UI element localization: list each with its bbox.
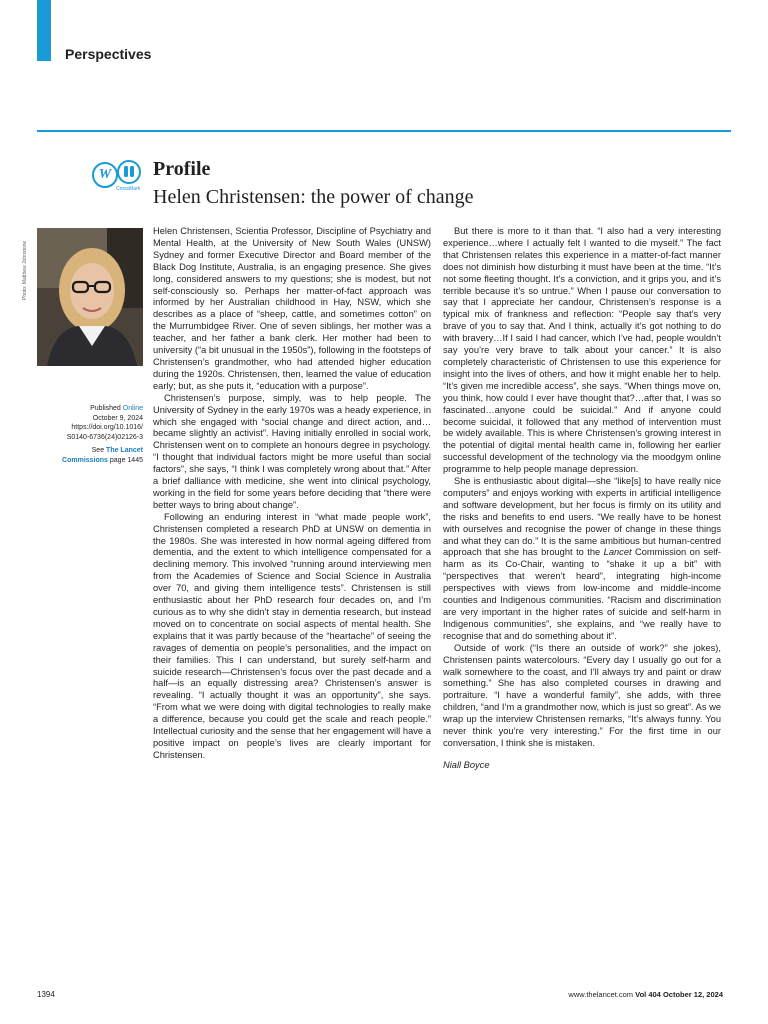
body-paragraph: Helen Christensen, Scientia Professor, Discipline of Psychiatry and Mental Health, at the University of New South Wales (UNSW) Sydney and former Executive Director and Board member of the Black Dog Institute, Australia, is an engaging presence. She gives long, considered answers to my questions; she is modest, but not self-consciously so. Perhaps her matter-of-fact approach was informed by her Australian childhood in Hay, NSW, which she describes as a place of “sheep, cattle, and sometimes cotton” on the Murrumbidgee River. One of seven siblings, her mother was a teacher, and her father a bank clerk. Her mother had been to university (“a bit unusual in the 1950s”), following in the footsteps of Christensen’s grandmother, who had attended higher education during the 1920s. Christensen, then, learned the value of education early; but, as she puts it, “education with a purpose”. — [153, 226, 431, 391]
published-date: October 9, 2024 — [92, 414, 143, 422]
section-label: Perspectives — [65, 46, 152, 62]
article-title: Helen Christensen: the power of change — [153, 186, 474, 208]
publisher-logos — [92, 160, 144, 196]
journal-volume: Vol 404 — [635, 990, 661, 999]
doi-link-line1[interactable]: https://doi.org/10.1016/ — [71, 424, 143, 432]
journal-url[interactable]: www.thelancet.com — [568, 990, 634, 999]
body-column-right — [443, 226, 721, 772]
header-rule — [37, 130, 731, 132]
lancet-commissions-link[interactable]: The Lancet — [106, 447, 143, 455]
doi-link-line2[interactable]: S0140-6736(24)02126-3 — [66, 433, 143, 441]
photo-credit: Photo: Matthew Johnstone — [22, 240, 28, 300]
journal-footer — [568, 990, 723, 999]
lancet-italic: Lancet — [603, 547, 632, 558]
header-accent-bar — [37, 0, 51, 61]
published-label: Published Online — [90, 405, 143, 412]
see-prefix: See — [91, 447, 107, 455]
body-paragraph: Following an enduring interest in “what made people work”, Christensen completed a research PhD at UNSW on dementia in the 1980s. She was interested in how normal ageing differed from dementia, and the extent to which intelligence compensated for a declining memory. This involved “running around interviewing men from the Academies of Science and Social Science in Australia over 70, and giving them intelligence tests”. Christensen is still enthusiastic about her PhD research four decades on, and I’m curious as to why she didn’t stay in dementia research, but instead moved on to concentrate on social aspects of mental health. She explains that it was partly because of the “heartache” of seeing the ravages of dementia on people’s personalities, and the impact on their families. This I can understand, but surely self-harm and suicide research—Christensen’s focus over the past decade and a half—is an equally distressing area? Christensen’s answer is revealing. “I actually thought it was an opportunity”, she says. “From what we were doing with digital technologies to really make a difference, because you could get the scale and reach people.” Intellectual curiosity and the sense that her engagement will have a positive impact on people’s lives are clearly important for Christensen. — [153, 511, 431, 760]
author-portrait-photo — [37, 228, 143, 366]
article-meta-sidebar — [37, 404, 143, 466]
crossmark-label: CrossMark — [116, 186, 141, 192]
body-paragraph: Christensen’s purpose, simply, was to help people. The University of Sydney in the early 1970s was a heady experience, in which she engaged with “social change and direct action, and…became slightly an activist”. Having initially enrolled in social work, Christensen went on to complete an honours degree in psychology. “I thought that individual factors might be more useful than social factors”, she says, “I think I was completely wrong about that.” After a brief dalliance with medicine, she went into clinical psychology, working in the field for some years before deciding that “there were better ways to bring about change”. — [153, 392, 431, 510]
body-paragraph: Outside of work (“Is there an outside of work?” she jokes), Christensen paints watercolours. “Every day I usually go out for a walk somewhere to the coast, and I’ll always try and paint or draw something.” She has also completed courses in drawing and portraiture. “I have a wonderful family”, she adds, with three children, “and I’m a grandmother now, which is just so great”. As we wrap up the interview Christensen remarks, “It’s always funny. You never think you’re very interesting.” For the first time in our conversation, I think she is mistaken. — [443, 642, 722, 748]
body-paragraph: But there is more to it than that. “I also had a very interesting experience…where I actually felt I wanted to die myself.” The fact that Christensen relates this experience in a matter-of-fact manner does not diminish how disturbing it must have been at the time. “It’s not some fleeting thought. It’s a conviction, and it grips you, and it’s terrible because it’s so untrue.” When I pause our conversation to say that I appreciate her candour, Christensen’s response is a typical mix of frankness and reflection: “People say that’s very brave of you to say that. And I think, actually it’s got nothing to do with bravery…If I said I had cancer, which I’ve had, people wouldn’t say you’re very brave to talk about your cancer.” It is also completely characteristic of Christensen to use this experience for insight into the lives of others, and how it might enable her to help. “It’s given me incredible access”, she says. “When things move on, you think, how could I ever have thought that?…after that, I was so fascinated…anyone could be suicidal.” And if anyone could become suicidal, it followed that any method of intervention must be widely available. This is where Christensen’s growing interest in the potential of digital mental health came in, following her earlier successful development of the technology via the moodgym online programme to help people manage depression. — [443, 226, 721, 475]
author-byline: Niall Boyce — [443, 759, 490, 770]
profile-label: Profile — [153, 158, 211, 180]
body-column-left — [153, 226, 431, 762]
issue-date: October 12, 2024 — [662, 990, 723, 999]
see-page-ref: page 1445 — [107, 456, 143, 464]
lancet-w-icon: W — [92, 162, 118, 188]
commissions-link[interactable]: Commissions — [62, 456, 108, 464]
page-number: 1394 — [37, 990, 55, 999]
body-paragraph: She is enthusiastic about digital—she “like[s] to have really nice computers” and enjoys working with experts in artificial intelligence and software development, but her focus is firmly on its utility and the risks and benefits to end users. “We really have to be honest with ourselves and recognise the power of change in these things and what they can do.” It is the same ambitious but human-centred approach that she has brought to the Lancet Commission on self-harm as its Co-Chair, wanting to “shake it up a bit” with “perspectives that weren’t heard”, integrating high-income perspectives with views from low-income and middle-income counties and Indigenous communities. “Racism and discrimination are very important in the higher rates of suicide and self-harm in Indigenous communities”, she explains, and “we really have to recognise that and do something about it”. — [443, 476, 722, 641]
